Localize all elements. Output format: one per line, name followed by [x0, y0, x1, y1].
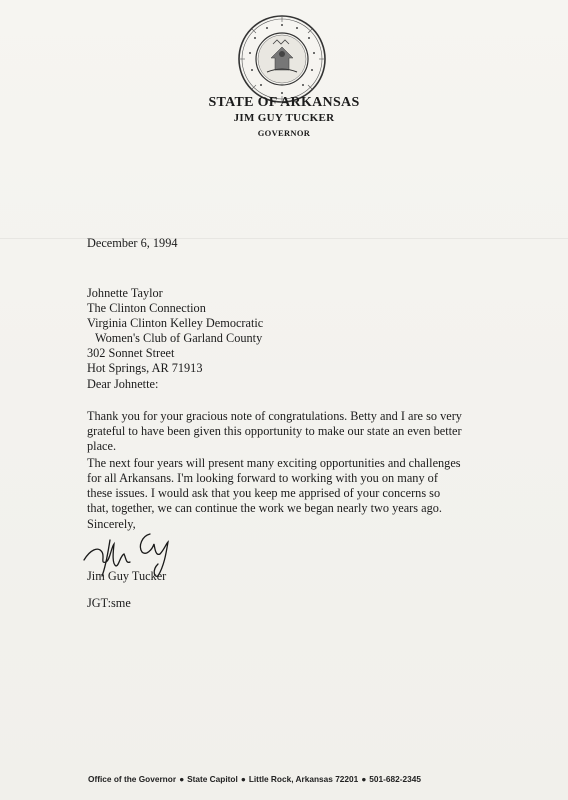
paper-fold-line: [0, 238, 568, 239]
bullet-icon: ●: [361, 774, 367, 784]
recipient-line: Hot Springs, AR 71913: [87, 361, 203, 375]
typist-initials: JGT:sme: [87, 596, 131, 610]
footer-office: Office of the Governor: [88, 774, 177, 784]
recipient-address: [87, 286, 263, 376]
recipient-line: Women's Club of Garland County: [95, 331, 263, 345]
recipient-line: The Clinton Connection: [87, 301, 206, 315]
letterhead-governor-name: JIM GUY TUCKER: [233, 112, 335, 124]
body-line: these issues. I would ask that you keep me apprised of your concerns so: [87, 486, 441, 500]
bullet-icon: ●: [240, 774, 246, 784]
body-line: Thank you for your gracious note of congratulations. Betty and I are so very: [87, 409, 462, 423]
body-line: that, together, we can continue the work we began nearly two years ago.: [87, 501, 442, 515]
body-line: place.: [87, 439, 117, 453]
recipient-line: Virginia Clinton Kelley Democratic: [87, 316, 264, 330]
letterhead-state: STATE OF ARKANSAS: [208, 95, 360, 110]
recipient-line: Johnette Taylor: [87, 286, 163, 300]
footer-phone: 501-682-2345: [369, 774, 421, 784]
footer-building: State Capitol: [187, 774, 238, 784]
body-line: The next four years will present many exciting opportunities and challenges: [87, 456, 461, 470]
state-seal-icon: [237, 14, 327, 104]
recipient-line: 302 Sonnet Street: [87, 346, 175, 360]
closing: Sincerely,: [87, 517, 136, 531]
body-line: grateful to have been given this opportunity to make our state an even better: [87, 424, 462, 438]
letterhead-governor-title: GOVERNOR: [257, 128, 311, 138]
salutation: Dear Johnette:: [87, 377, 159, 391]
body-paragraph-2: [87, 456, 527, 516]
letterhead-footer: [88, 774, 421, 784]
footer-city: Little Rock, Arkansas 72201: [248, 774, 359, 784]
signer-name: Jim Guy Tucker: [87, 569, 167, 583]
body-line: for all Arkansans. I'm looking forward to working with you on many of: [87, 471, 438, 485]
letter-date: December 6, 1994: [87, 236, 178, 250]
body-paragraph-1: [87, 409, 527, 454]
bullet-icon: ●: [179, 774, 185, 784]
